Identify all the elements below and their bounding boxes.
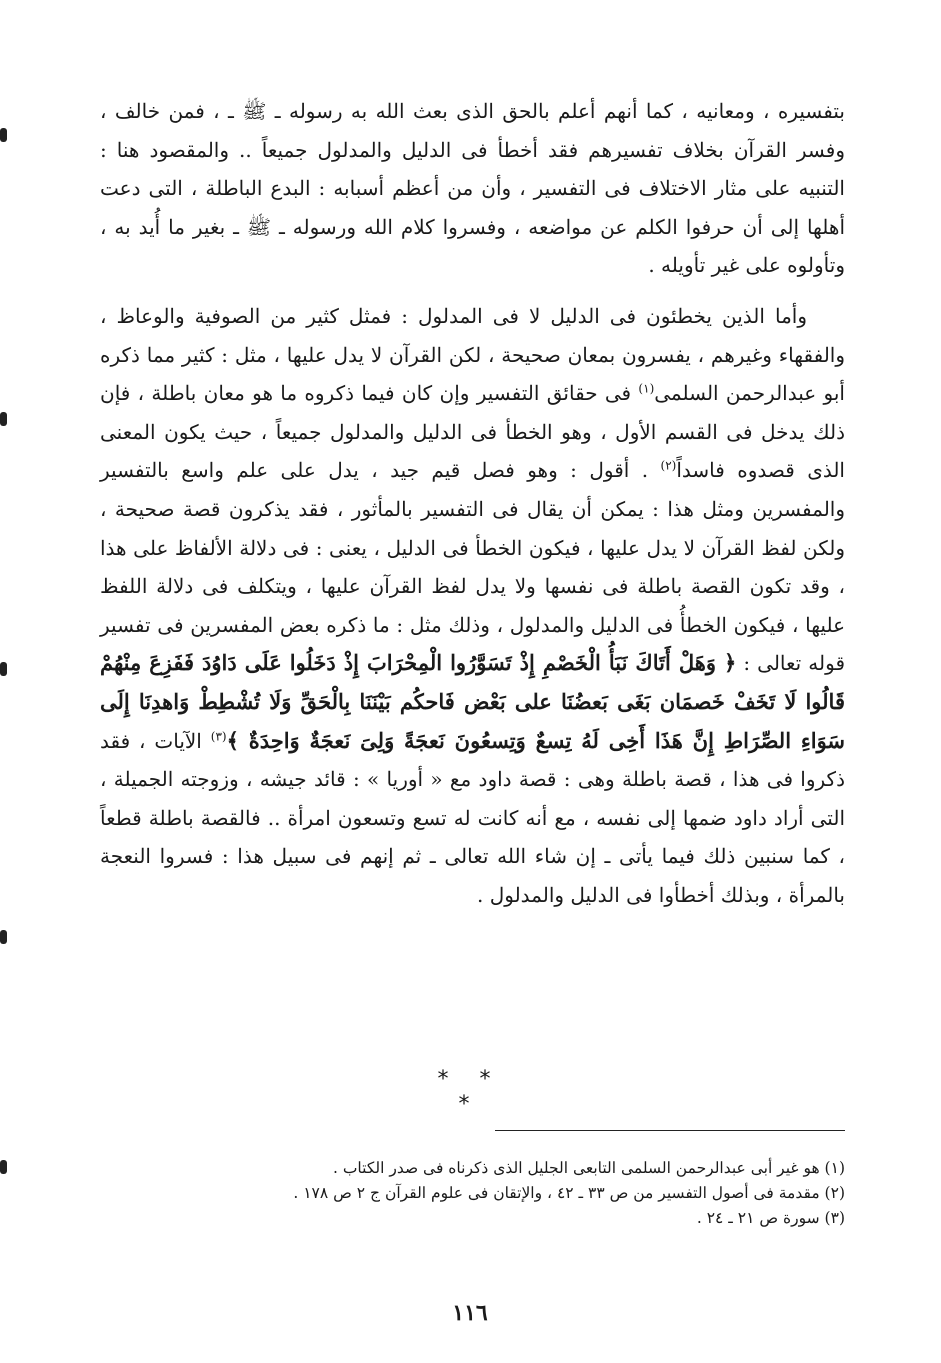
quran-verse: ﴿ وَهَلْ أَتَاكَ نَبَأُ الْخَصْمِ إِذْ تَسَوَّرُوا الْمِحْرَابَ إِذْ دَخَلُوا عَلَى دَاوُدَ فَفَزِعَ مِنْهُمْ قَالُوا لَا تَخَفْ خَصمَان بَغَى بَعضُنَا على بَعْض فَاحكُم بَيْنَنَا بِالْحَقِّ وَلَا تُشْطِطْ وَاهدِنَا إِلَى سَوَاءِ الصِّرَاطِ إِنَّ هَذَا أَخِى لَهُ تِسعٌ وَتِسعُونَ نَعجَةً وَلِىَ نَعجَةٌ وَاحِدَةٌ ﴾ [100, 650, 846, 753]
footnote-1: (١) هو غير أبى عبدالرحمن السلمى التابعى الجليل الذى ذكرناه فى صدر الكتاب . [332, 1159, 845, 1177]
footnote-ref-1[interactable]: (١) [638, 381, 655, 396]
page-number: ١١٦ [452, 1300, 488, 1326]
paragraph-1: بتفسيره ، ومعانيه ، كما أنهم أعلم بالحق الذى بعث الله به رسوله ـ ﷺ ـ ، فمن خالف ، وفسر القرآن بخلاف تفسيرهم فقد أخطأ فى الدليل والمدلول جميعاً .. والمقصود هنا : التنبيه على مثار الاختلاف فى التفسير ، وأن من أعظم أسبابه : البدع الباطلة ، التى دعت أهلها إلى أن حرفوا الكلم عن مواضعه ، وفسروا كلام الله ورسوله ـ ﷺ ـ بغير ما أُيد به ، وتأولوه على غير تأويله . [100, 99, 845, 278]
paragraph-2 [100, 297, 845, 915]
footnotes [100, 1156, 845, 1231]
paragraph-2-part-c: . أقول : وهو فصل قيم جيد ، يدل على علم واسع بالتفسير والمفسرين ومثل هذا : يمكن أن يقال فى التفسير بالمأثور ، فقد يذكرون قصة صحيحة ، ولكن لفظ القرآن لا يدل عليها ، فيكون الخطأ فى الدليل ، يعنى : فى دلالة الألفاظ على هذا ، وقد تكون القصة باطلة فى نفسها ولا يدل لفظ القرآن عليها ، ويتكلف فى دلالة اللفظ عليها ، فيكون الخطأُ فى الدليل والمدلول ، وذلك مثل : ما ذكره بعض المفسرين فى تفسير قوله تعالى : [100, 458, 846, 676]
margin-mark [0, 1160, 7, 1174]
footnote-3: (٣) سورة ص ٢١ ـ ٢٤ . [696, 1209, 845, 1227]
margin-mark [0, 930, 7, 944]
paragraph-2-part-d: الآيات ، فقد ذكروا فى هذا ، قصة باطلة وهى : قصة داود مع « أوريا » : قائد جيشه ، وزوجته الجميلة ، التى أراد داود ضمها إلى نفسه ، مع أنه كانت له تسع وتسعون امرأة .. فالقصة باطلة قطعاً ، كما سنبين ذلك فيما يأتى ـ إن شاء الله تعالى ـ ثم إنهم فى سبيل هذا : فسروا النعجة بالمرأة ، وبذلك أخطأوا فى الدليل والمدلول . [100, 728, 845, 907]
footnote-divider [495, 1130, 845, 1131]
paragraph-2-part-a: وأما الذين يخطئون فى الدليل لا فى المدلول : فمثل كثير من الصوفية والوعاظ ، والفقهاء وغيرهم ، يفسرون بمعان صحيحة ، لكن القرآن لا يدل عليها ، مثل : كثير مما ذكره أبو عبدالرحمن السلمى [100, 303, 846, 406]
margin-mark [0, 662, 7, 676]
body-text [100, 92, 845, 914]
margin-mark [0, 412, 7, 426]
section-separator: * * * [437, 1067, 503, 1117]
margin-mark [0, 128, 7, 142]
footnote-2: (٢) مقدمة فى أصول التفسير من ص ٣٣ ـ ٤٢ ، والإتقان فى علوم القرآن ج ٢ ص ١٧٨ . [293, 1184, 845, 1202]
footnote-ref-2[interactable]: (٢) [660, 458, 677, 473]
footnote-ref-3[interactable]: (٣) [210, 728, 227, 743]
paragraph-2-part-b: فى حقائق التفسير وإن كان فيما ذكروه ما هو معان باطلة ، فإن ذلك يدخل فى القسم الأول ، وهو الخطأ فى الدليل والمدلول جميعاً ، حيث يكون المعنى الذى قصدوه فاسداً [100, 381, 845, 483]
